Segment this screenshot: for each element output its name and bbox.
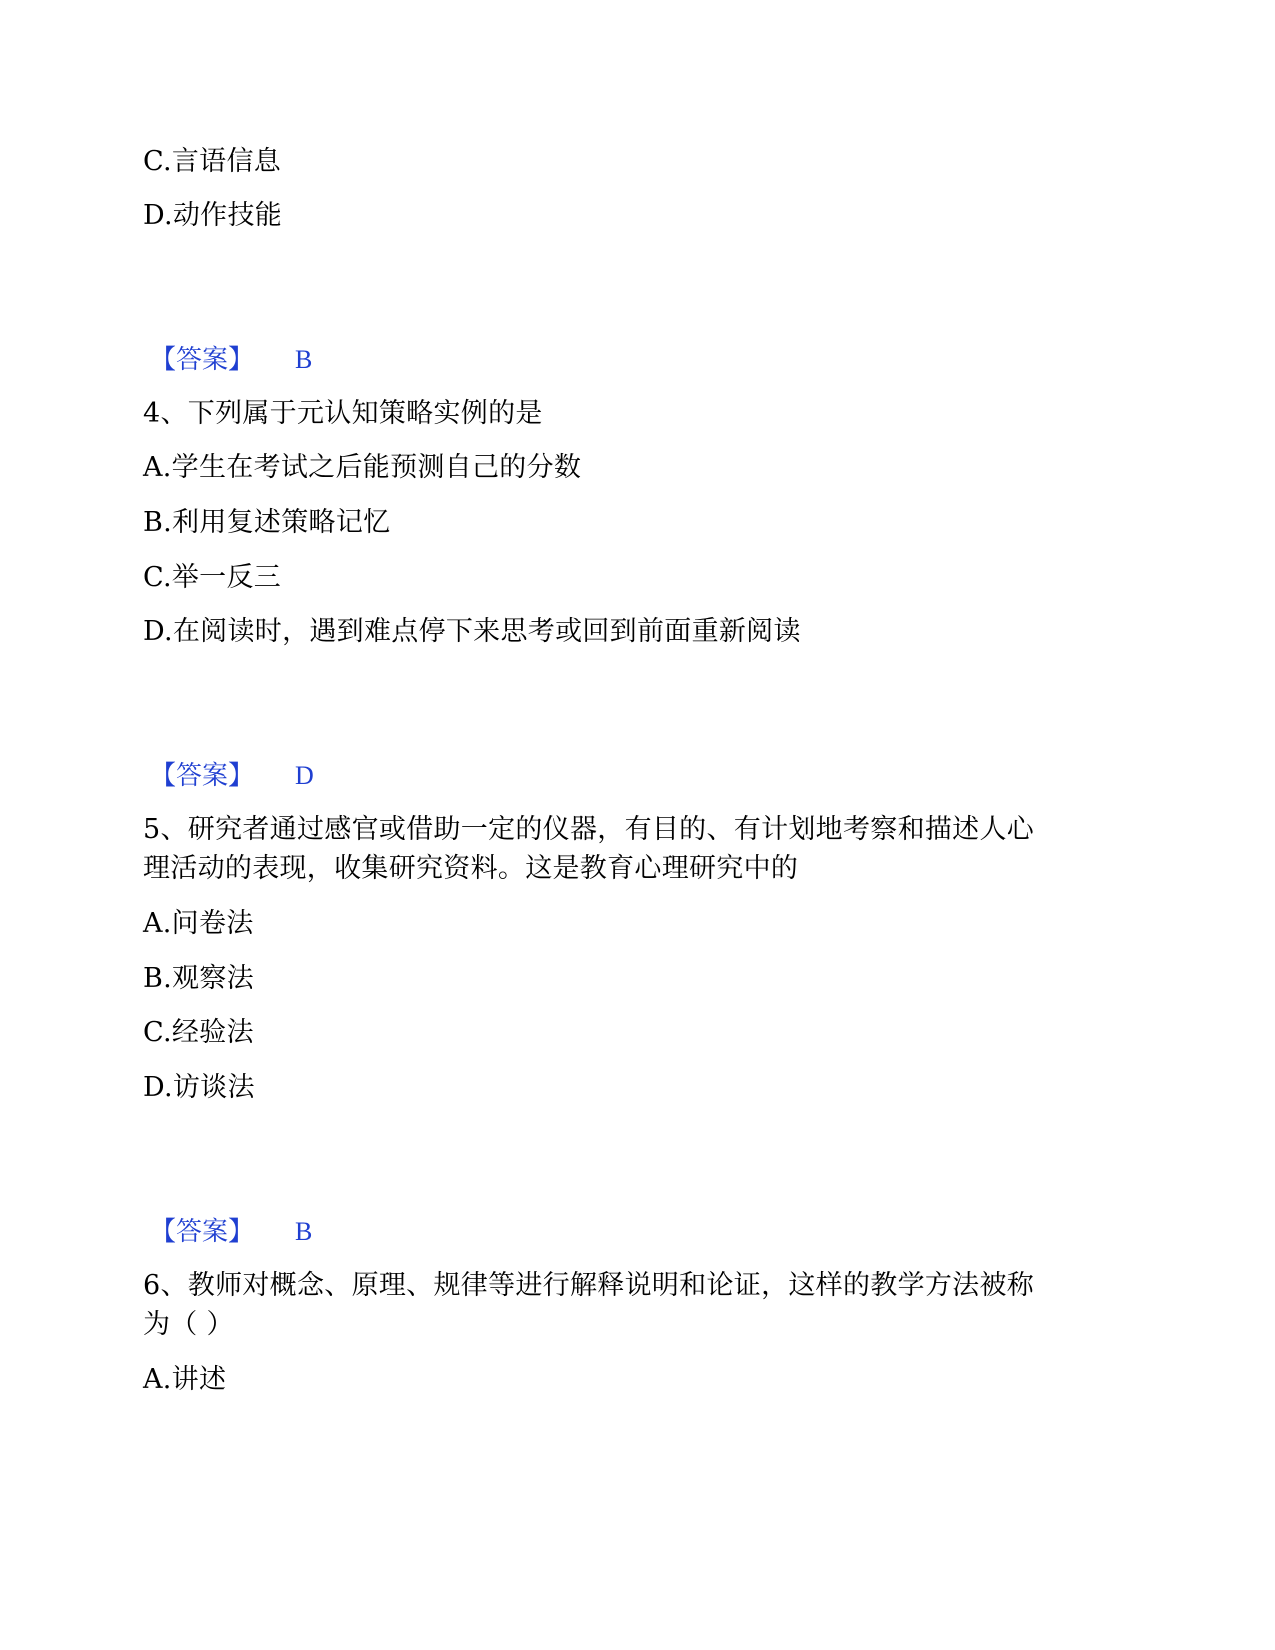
q4-option-a: A.学生在考试之后能预测自己的分数 — [143, 452, 582, 483]
q4-option-b: B.利用复述策略记忆 — [143, 507, 391, 538]
q3-answer — [150, 345, 312, 375]
q5-option-c: C.经验法 — [143, 1017, 254, 1048]
answer-value: B — [295, 1217, 313, 1246]
q4-option-c: C.举一反三 — [143, 562, 282, 593]
q3-option-d: D.动作技能 — [143, 200, 283, 231]
answer-label: 【答案】 — [150, 1217, 255, 1247]
q4-answer — [150, 761, 314, 791]
q5-option-a: A.问卷法 — [143, 908, 254, 939]
q6-option-a: A.讲述 — [143, 1364, 227, 1395]
q3-option-c: C.言语信息 — [143, 146, 282, 177]
answer-value: D — [295, 761, 314, 790]
q6-stem-line-2: 为（ ） — [143, 1309, 234, 1340]
q4-option-d: D.在阅读时，遇到难点停下来思考或回到前面重新阅读 — [143, 616, 801, 647]
q5-stem-line-1: 5、研究者通过感官或借助一定的仪器，有目的、有计划地考察和描述人心 — [143, 814, 1035, 845]
q5-answer — [150, 1217, 312, 1247]
q5-option-d: D.访谈法 — [143, 1072, 255, 1103]
q5-stem-line-2: 理活动的表现，收集研究资料。这是教育心理研究中的 — [143, 853, 799, 884]
q6-stem-line-1: 6、教师对概念、原理、规律等进行解释说明和论证，这样的教学方法被称 — [143, 1270, 1035, 1301]
answer-value: B — [295, 345, 313, 374]
answer-label: 【答案】 — [150, 345, 255, 375]
answer-label: 【答案】 — [150, 761, 255, 791]
q4-stem: 4、下列属于元认知策略实例的是 — [143, 398, 543, 429]
q5-option-b: B.观察法 — [143, 963, 254, 994]
